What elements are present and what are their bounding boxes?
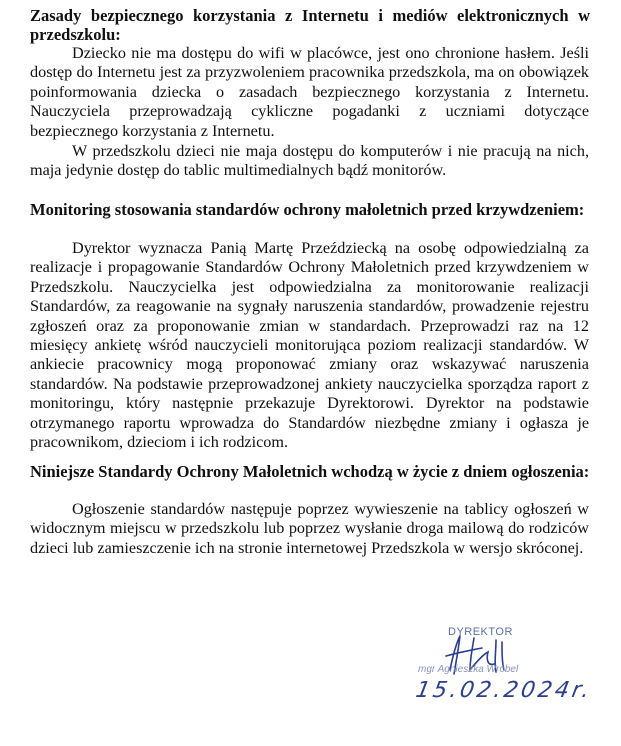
- paragraph-monitoring: Dyrektor wyznacza Panią Martę Przeździecką na osobę odpowiedzialną za realizacje i propagowanie Standardów Ochrony Małoletnich przed krzywdzeniem w Przedszkolu. Nauczycielka jest odpowiedzialna za monitorowanie realizacji Standardów, za reagowanie na sygnały naruszenia standardów, prowadzenie rejestru zgłoszeń oraz za proponowanie zmian w standardach. Przeprowadzi raz na 12 miesięcy ankietę wśród nauczycieli monitorująca poziom realizacji standardów. W ankiecie pracownicy mogą proponować zmiany oraz wskazywać naruszenia standardów. Na podstawie przeprowadzonej ankiety nauczycielka sporządza raport z monitoringu, który następnie przekazuje Dyrektorowi. Dyrektor na podstawie otrzymanego raportu wprowadza do Standardów niezbędne zmiany i ogłasza je pracownikom, dzieciom i ich rodzicom.: [30, 239, 589, 452]
- director-stamp: [413, 620, 606, 730]
- paragraph-computers: W przedszkolu dzieci nie maja dostępu do komputerów i nie pracują na nich, maja jedynie dostęp do tablic multimedialnych bądź monitorów.: [30, 142, 589, 180]
- stamp-title: DYREKTOR: [448, 626, 513, 638]
- handwritten-date: 15.02.2024r.: [413, 678, 595, 703]
- paragraph-announcement: Ogłoszenie standardów następuje poprzez wywieszenie na tablicy ogłoszeń w widocznym miejscu w przedszkolu lub poprzez wysłanie droga mailową do rodziców dzieci lub zamieszczenie ich na stronie internetowej Przedszkola w wersjo skróconej.: [30, 500, 589, 557]
- stamp-name: mgr Agnieszka Wróbel: [418, 664, 519, 675]
- section-heading-monitoring: Monitoring stosowania standardów ochrony małoletnich przed krzywdzeniem:: [30, 200, 585, 219]
- paragraph-internet-access: Dziecko nie ma dostępu do wifi w placówce, jest ono chronione hasłem. Jeśli dostęp do Internetu jest za przyzwoleniem pracownika przedszkola, ma on obowiązek poinformowania dziecka o zasadach bezpiecznego korzystania z Internetu. Nauczyciela przeprowadzają cykliczne pogadanki z uczniami dotyczące bezpiecznego korzystania z Internetu.: [30, 44, 589, 140]
- section-heading-internet: Zasady bezpiecznego korzystania z Internetu i mediów elektronicznych w przedszkolu:: [30, 6, 590, 44]
- section-heading-effective-date: Niniejsze Standardy Ochrony Małoletnich wchodzą w życie z dniem ogłoszenia:: [30, 462, 590, 481]
